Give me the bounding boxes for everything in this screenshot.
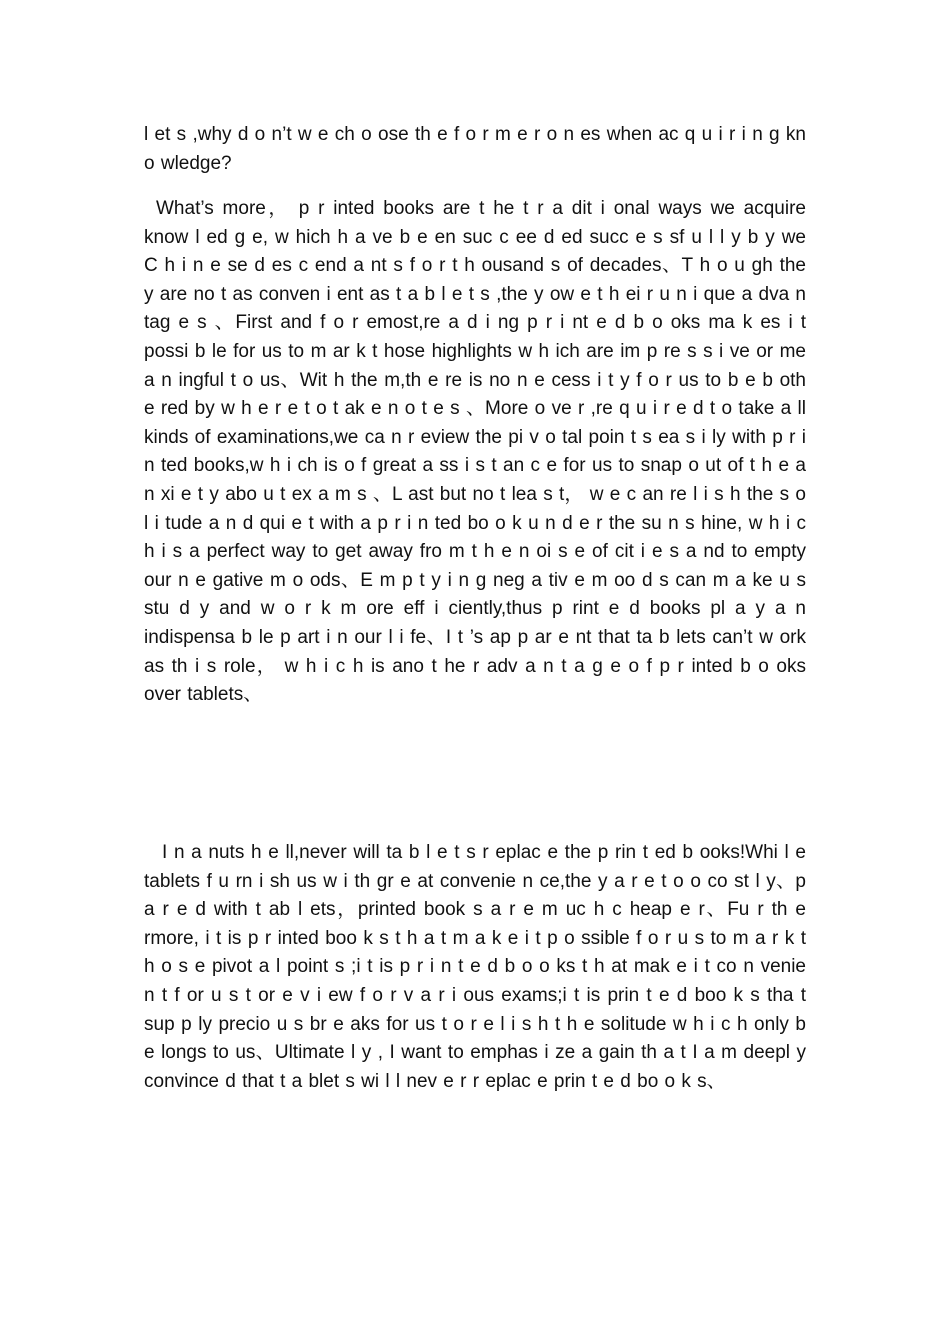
paragraph-text: l et s ,why d o n’t w e ch o ose th e f o r m e r o n es when ac q u i r i n g kn o wledge?	[144, 124, 806, 174]
paragraph-1	[144, 121, 806, 178]
paragraph-3	[144, 839, 806, 1096]
paragraph-2	[144, 195, 806, 710]
paragraph-text: What’s more， p r inted books are t he t r a dit i onal ways we acquire know l ed g e, w hich h a ve b e en suc c ee d ed succ e s sf u l l y b y we C h i n e se d es c end a nt s f o r t h ousand s of decades、T h o u gh the y are no t as conven i ent as t a b l e t s ,the y ow e t h ei r u n i que a dva n tag e s 、First and f o r emost,re a d i ng p r i nt e d b o oks ma k es i t possi b le for us to m ar k t hose highlights w h ich are im p re s s i ve or me a n ingful t o us、Wit h the m,th e re is no n e cess i t y f o r us to b e b oth e red by w h e r e t o t ak e n o t e s 、More o ve r ,re q u i r e d t o take a ll kinds of examinations,we ca n r eview the pi v o tal poin t s ea s i ly with p r i n ted books,w h i ch is o f great a ss i s t an c e for us to snap o ut of t h e a n xi e t y abo u t ex a m s 、L ast but no t lea s t， w e c an re l i s h the s o l i tude a n d qui e t with a p r i n ted bo o k u n d e r the su n s hine, w h i c h i s a perfect way to get away fro m t h e n oi s e of cit i e s a nd to empty our n e gative m o ods、E m p t y i n g neg a tiv e m oo d s can m a ke u s stu d y and w o r k m ore eff i ciently,thus p rint e d books pl a y a n indispensa b le p art i n our l i fe、I t ’s ap p ar e nt that ta b lets can’t w ork as th i s role， w h i c h is ano t he r adv a n t a g e o f p r inted b o oks over tablets、	[144, 198, 806, 706]
paragraph-text: I n a nuts h e ll,never will ta b l e t s r eplac e the p rin t ed b ooks!Whi l e tablets f u rn i sh us w i th gr e at convenie n ce,the y a r e t o o co st l y、p a r e d with t ab l ets，printed book s a r e m uc h c heap e r、Fu r th e rmore, i t is p r inted boo k s t h a t m a k e i t p o ssible f o r u s to m a r k t h o s e pivot a l point s ;i t is p r i n t e d b o o ks t h at mak e i t co n venie n t f or u s t or e v i ew f o r v a r i ous exams;i t is prin t e d boo k s tha t sup p ly precio u s br e aks for us t o r e l i s h t h e solitude w h i c h only b e longs to us、Ultimate l y , I want to emphas i ze a gain th a t I a m deepl y convince d that t a blet s wi l l nev e r r eplac e prin t e d bo o k s、	[144, 842, 806, 1092]
